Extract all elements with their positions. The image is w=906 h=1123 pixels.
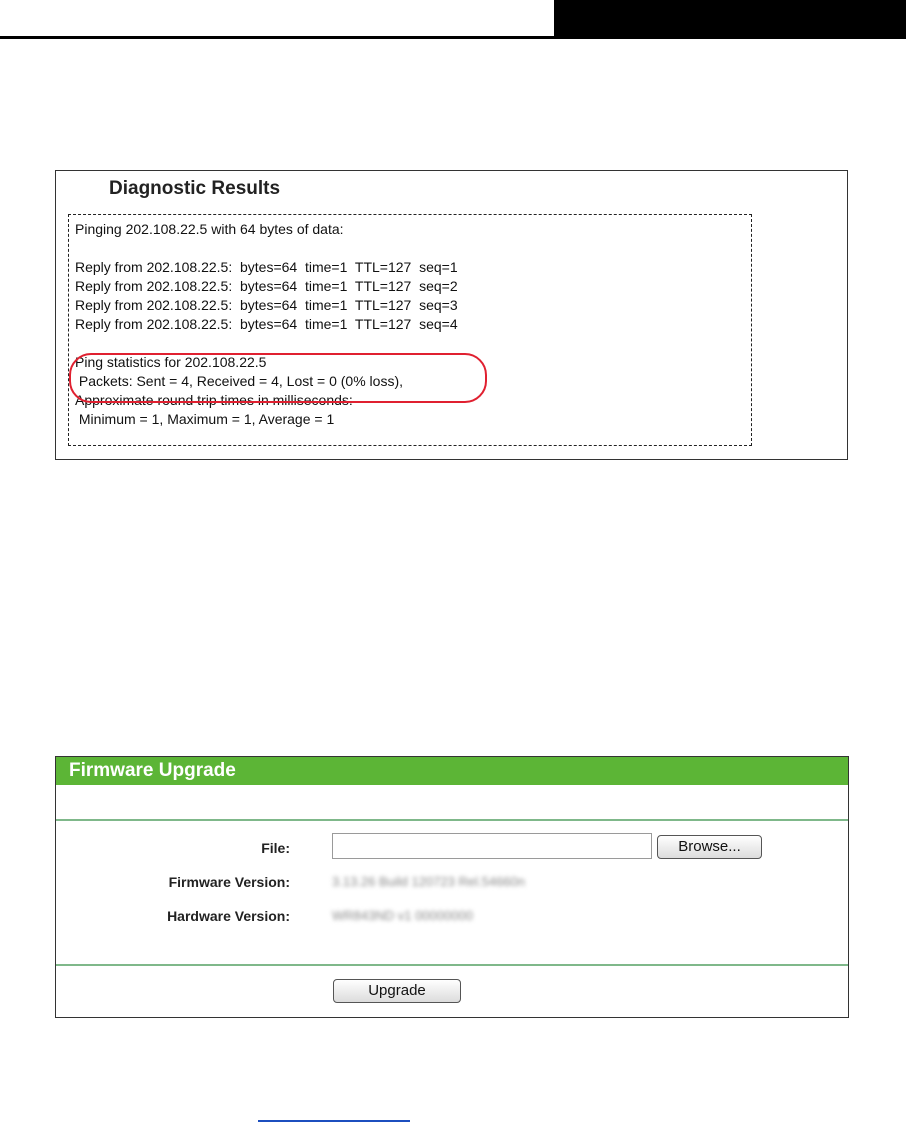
output-line [75, 239, 458, 258]
output-line: Packets: Sent = 4, Received = 4, Lost = 0 (0% loss), [75, 373, 404, 389]
firmware-upgrade-panel [55, 756, 849, 1018]
file-label: File: [261, 840, 290, 856]
output-line: Ping statistics for 202.108.22.5 [75, 354, 267, 370]
output-line: Approximate round trip times in milliseconds: [75, 392, 353, 408]
section-divider [56, 819, 848, 821]
hardware-version-label: Hardware Version: [167, 908, 290, 924]
firmware-upgrade-title: Firmware Upgrade [69, 760, 236, 781]
header-block [554, 0, 906, 39]
output-line: Pinging 202.108.22.5 with 64 bytes of data: [75, 221, 344, 237]
output-line: Reply from 202.108.22.5: bytes=64 time=1 TTL=127 seq=4 [75, 316, 458, 332]
output-line [75, 334, 458, 353]
output-line: Reply from 202.108.22.5: bytes=64 time=1 TTL=127 seq=1 [75, 259, 458, 275]
diagnostic-results-title: Diagnostic Results [109, 178, 281, 199]
upgrade-button[interactable]: Upgrade [333, 979, 461, 1003]
browse-button[interactable]: Browse... [657, 835, 762, 859]
header-rule [0, 36, 554, 39]
output-line: Minimum = 1, Maximum = 1, Average = 1 [75, 411, 335, 427]
firmware-upgrade-header [56, 757, 848, 785]
output-line: Reply from 202.108.22.5: bytes=64 time=1 TTL=127 seq=2 [75, 278, 458, 294]
output-line: Reply from 202.108.22.5: bytes=64 time=1 TTL=127 seq=3 [75, 297, 458, 313]
hyperlink-underline[interactable] [258, 1120, 410, 1122]
diagnostic-output-box [68, 214, 752, 446]
firmware-version-label: Firmware Version: [168, 874, 290, 890]
hardware-version-value: WR843ND v1 00000000 [332, 908, 473, 923]
section-divider [56, 964, 848, 966]
page-header-bar [0, 0, 906, 40]
ping-statistics-highlight [69, 353, 487, 403]
firmware-version-value: 3.13.26 Build 120723 Rel.54660n [332, 874, 525, 889]
diagnostic-results-panel [55, 170, 848, 460]
file-path-input[interactable] [332, 833, 652, 859]
